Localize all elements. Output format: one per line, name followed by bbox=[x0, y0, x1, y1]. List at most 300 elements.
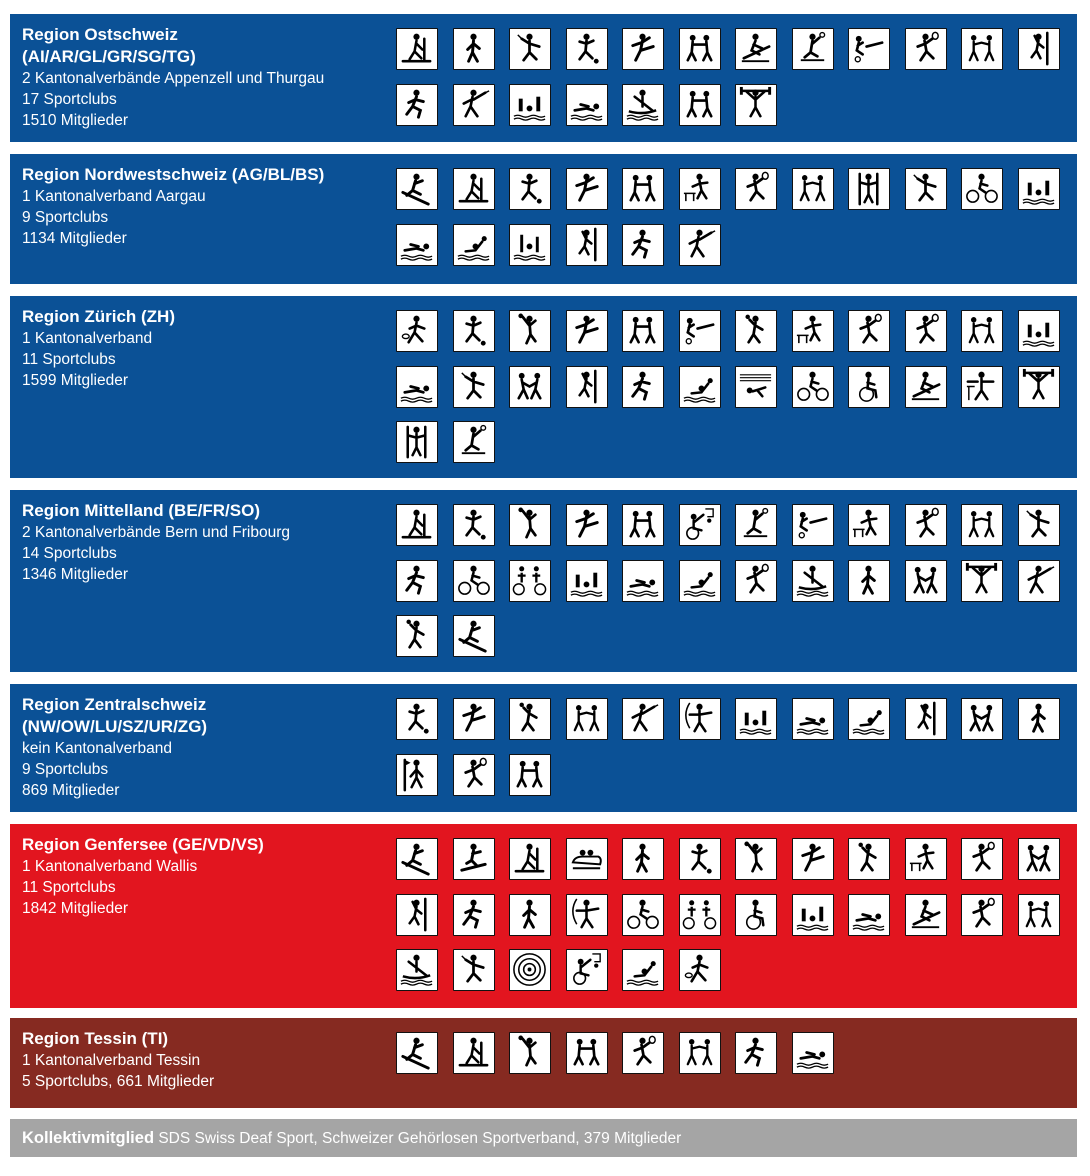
volleyball-beach-icon bbox=[792, 28, 834, 70]
bowling-icon bbox=[848, 28, 890, 70]
table-tennis-icon-glyph bbox=[680, 169, 719, 208]
region-panel-zuerich bbox=[10, 296, 1077, 478]
swimming-icon-glyph bbox=[623, 561, 662, 600]
dancing-icon bbox=[792, 168, 834, 210]
volleyball-beach-icon-glyph bbox=[736, 505, 775, 544]
fencing-icon bbox=[1018, 560, 1060, 602]
cross-country-ski-icon-glyph bbox=[397, 29, 436, 68]
kayak-icon bbox=[396, 949, 438, 991]
swimming-water-icon-glyph bbox=[567, 561, 606, 600]
karate-icon bbox=[566, 168, 608, 210]
tennis-icon bbox=[961, 894, 1003, 936]
curling-icon-glyph bbox=[680, 950, 719, 989]
football-icon bbox=[509, 168, 551, 210]
swimming-icon-glyph bbox=[397, 225, 436, 264]
judo-icon bbox=[622, 168, 664, 210]
cycling-icon bbox=[622, 894, 664, 936]
basketball-icon bbox=[509, 504, 551, 546]
wrestling-icon-glyph bbox=[962, 699, 1001, 738]
climbing-icon bbox=[566, 224, 608, 266]
region-clubs: 9 Sportclubs bbox=[22, 761, 109, 778]
running-icon bbox=[735, 1032, 777, 1074]
tennis-icon-glyph bbox=[736, 561, 775, 600]
swimming-water-icon-glyph bbox=[1019, 169, 1058, 208]
region-members: 1510 Mitglieder bbox=[22, 112, 128, 129]
dancing-icon-glyph bbox=[962, 311, 1001, 350]
cycling-icon-glyph bbox=[793, 367, 832, 406]
wheelchair-basketball-icon-glyph bbox=[567, 950, 606, 989]
gymnastics-icon bbox=[396, 421, 438, 463]
target-icon bbox=[509, 949, 551, 991]
region-associations: kein Kantonalverband bbox=[22, 740, 172, 757]
fencing-icon bbox=[622, 698, 664, 740]
region-panel-nordwestschweiz bbox=[10, 154, 1077, 284]
climbing-icon-glyph bbox=[397, 895, 436, 934]
cycling-icon bbox=[961, 168, 1003, 210]
basketball-icon-glyph bbox=[736, 839, 775, 878]
cycling-icon-glyph bbox=[962, 169, 1001, 208]
football-icon-glyph bbox=[454, 311, 493, 350]
karate-icon bbox=[566, 310, 608, 352]
judo-icon bbox=[622, 504, 664, 546]
kayak-icon bbox=[622, 84, 664, 126]
fencing-icon-glyph bbox=[1019, 561, 1058, 600]
climbing-icon-glyph bbox=[567, 225, 606, 264]
water-polo-icon-glyph bbox=[623, 950, 662, 989]
football-icon-glyph bbox=[454, 505, 493, 544]
dancing-icon bbox=[961, 28, 1003, 70]
karate-icon-glyph bbox=[454, 699, 493, 738]
football-icon-glyph bbox=[510, 169, 549, 208]
running-icon-glyph bbox=[623, 225, 662, 264]
dancing-icon-glyph bbox=[567, 699, 606, 738]
handball-icon-glyph bbox=[510, 699, 549, 738]
fencing-icon-glyph bbox=[454, 85, 493, 124]
cycling-icon-glyph bbox=[623, 895, 662, 934]
golf-icon bbox=[396, 754, 438, 796]
athletics-walk-icon-glyph bbox=[454, 29, 493, 68]
badminton-icon bbox=[509, 28, 551, 70]
region-info bbox=[22, 834, 377, 919]
swimming-icon-glyph bbox=[793, 1033, 832, 1072]
dancing-icon-glyph bbox=[793, 169, 832, 208]
region-name: Region Zürich (ZH) bbox=[22, 307, 175, 326]
handball-icon bbox=[396, 615, 438, 657]
running-icon-glyph bbox=[736, 1033, 775, 1072]
weightlifting-icon bbox=[1018, 366, 1060, 408]
tennis-icon bbox=[735, 560, 777, 602]
wheelchair-basketball-icon bbox=[679, 504, 721, 546]
athletics-walk-icon bbox=[622, 838, 664, 880]
region-info bbox=[22, 500, 377, 585]
handball-icon-glyph bbox=[397, 616, 436, 655]
dancing-icon bbox=[1018, 894, 1060, 936]
region-associations: 1 Kantonalverband Wallis bbox=[22, 858, 198, 875]
athletics-walk-icon bbox=[453, 28, 495, 70]
tennis-icon-glyph bbox=[623, 1033, 662, 1072]
bowling-icon-glyph bbox=[793, 505, 832, 544]
bobsleigh-icon-glyph bbox=[567, 839, 606, 878]
region-clubs: 17 Sportclubs bbox=[22, 91, 117, 108]
tennis-icon bbox=[453, 754, 495, 796]
diving-icon-glyph bbox=[736, 367, 775, 406]
rowing-icon-glyph bbox=[906, 367, 945, 406]
region-associations: 1 Kantonalverband Tessin bbox=[22, 1052, 201, 1069]
running-icon-glyph bbox=[397, 85, 436, 124]
football-icon bbox=[396, 698, 438, 740]
karate-icon-glyph bbox=[623, 29, 662, 68]
running-icon bbox=[622, 224, 664, 266]
tennis-icon bbox=[735, 168, 777, 210]
region-name-codes: (AI/AR/GL/GR/SG/TG) bbox=[22, 47, 196, 66]
region-info bbox=[22, 306, 377, 391]
water-polo-icon-glyph bbox=[454, 225, 493, 264]
tennis-icon bbox=[905, 28, 947, 70]
cross-country-ski-icon bbox=[396, 28, 438, 70]
rowing-icon bbox=[735, 28, 777, 70]
basketball-icon bbox=[735, 838, 777, 880]
collective-member-label: Kollektivmitglied bbox=[22, 1129, 155, 1147]
bobsleigh-icon bbox=[566, 838, 608, 880]
cycling-team-icon-glyph bbox=[510, 561, 549, 600]
swimming-water-icon bbox=[735, 698, 777, 740]
archery-icon-glyph bbox=[680, 699, 719, 738]
water-polo-icon-glyph bbox=[849, 699, 888, 738]
judo-icon-glyph bbox=[680, 85, 719, 124]
basketball-icon-glyph bbox=[510, 1033, 549, 1072]
weightlifting-icon-glyph bbox=[962, 561, 1001, 600]
football-icon bbox=[453, 310, 495, 352]
bowling-icon-glyph bbox=[849, 29, 888, 68]
athletics-walk-icon bbox=[509, 894, 551, 936]
cycling-team-icon bbox=[679, 894, 721, 936]
region-members: 1346 Mitglieder bbox=[22, 566, 128, 583]
region-name: Region Mittelland (BE/FR/SO) bbox=[22, 501, 260, 520]
cross-country-ski-icon bbox=[509, 838, 551, 880]
tennis-icon bbox=[905, 310, 947, 352]
running-icon bbox=[453, 894, 495, 936]
basketball-icon bbox=[509, 310, 551, 352]
region-clubs-members: 5 Sportclubs, 661 Mitglieder bbox=[22, 1073, 215, 1090]
football-icon bbox=[679, 838, 721, 880]
weightlifting-icon-glyph bbox=[736, 85, 775, 124]
water-polo-icon bbox=[622, 949, 664, 991]
golf-icon-glyph bbox=[397, 755, 436, 794]
athletics-walk-icon-glyph bbox=[1019, 699, 1058, 738]
region-panel-ostschweiz bbox=[10, 14, 1077, 142]
tennis-icon-glyph bbox=[906, 29, 945, 68]
running-icon-glyph bbox=[397, 561, 436, 600]
swimming-water-icon bbox=[1018, 168, 1060, 210]
tennis-icon-glyph bbox=[849, 311, 888, 350]
tennis-icon bbox=[622, 1032, 664, 1074]
swimming-water-icon bbox=[1018, 310, 1060, 352]
swimming-water-icon-glyph bbox=[736, 699, 775, 738]
badminton-icon bbox=[905, 168, 947, 210]
collective-member-bar bbox=[10, 1119, 1077, 1157]
region-info bbox=[22, 24, 377, 131]
archery-icon-glyph bbox=[567, 895, 606, 934]
region-clubs: 14 Sportclubs bbox=[22, 545, 117, 562]
wheelchair-basketball-icon bbox=[566, 949, 608, 991]
swimming-icon-glyph bbox=[567, 85, 606, 124]
archery-icon bbox=[679, 698, 721, 740]
wheelchair-icon-glyph bbox=[736, 895, 775, 934]
fencing-icon bbox=[679, 224, 721, 266]
region-clubs: 11 Sportclubs bbox=[22, 879, 116, 896]
volleyball-beach-icon bbox=[735, 504, 777, 546]
swimming-icon bbox=[396, 366, 438, 408]
table-tennis-icon bbox=[848, 504, 890, 546]
swimming-water-icon bbox=[566, 560, 608, 602]
volleyball-beach-icon-glyph bbox=[454, 422, 493, 461]
snowboard-icon bbox=[453, 838, 495, 880]
region-associations: 2 Kantonalverbände Bern und Fribourg bbox=[22, 524, 290, 541]
snowboard-icon-glyph bbox=[454, 839, 493, 878]
swimming-icon bbox=[622, 560, 664, 602]
swimming-icon bbox=[566, 84, 608, 126]
tennis-icon-glyph bbox=[454, 755, 493, 794]
handball-icon bbox=[509, 698, 551, 740]
dancing-icon-glyph bbox=[962, 29, 1001, 68]
cycling-icon-glyph bbox=[454, 561, 493, 600]
bowling-icon-glyph bbox=[680, 311, 719, 350]
ski-alpine-icon-glyph bbox=[397, 1033, 436, 1072]
wrestling-icon bbox=[961, 698, 1003, 740]
athletics-walk-icon-glyph bbox=[849, 561, 888, 600]
archery-icon bbox=[566, 894, 608, 936]
wheelchair-basketball-icon-glyph bbox=[680, 505, 719, 544]
badminton-icon bbox=[453, 366, 495, 408]
swimming-water-icon-glyph bbox=[793, 895, 832, 934]
dancing-icon-glyph bbox=[962, 505, 1001, 544]
cycling-icon bbox=[453, 560, 495, 602]
climbing-icon-glyph bbox=[1019, 29, 1058, 68]
curling-icon bbox=[679, 949, 721, 991]
athletics-walk-icon bbox=[1018, 698, 1060, 740]
ski-alpine-icon bbox=[453, 615, 495, 657]
karate-icon-glyph bbox=[793, 839, 832, 878]
cross-country-ski-icon-glyph bbox=[397, 505, 436, 544]
karate-icon-glyph bbox=[567, 169, 606, 208]
cross-country-ski-icon-glyph bbox=[454, 1033, 493, 1072]
climbing-icon bbox=[1018, 28, 1060, 70]
karate-icon bbox=[792, 838, 834, 880]
swimming-water-icon-glyph bbox=[1019, 311, 1058, 350]
ski-alpine-icon-glyph bbox=[397, 839, 436, 878]
region-name: Region Tessin (TI) bbox=[22, 1029, 169, 1048]
water-polo-icon bbox=[453, 224, 495, 266]
ski-alpine-icon bbox=[396, 838, 438, 880]
region-clubs: 9 Sportclubs bbox=[22, 209, 109, 226]
table-tennis-icon-glyph bbox=[793, 311, 832, 350]
basketball-icon bbox=[509, 1032, 551, 1074]
handball-icon bbox=[735, 310, 777, 352]
rowing-icon bbox=[905, 366, 947, 408]
tennis-icon bbox=[905, 504, 947, 546]
climbing-icon bbox=[905, 698, 947, 740]
fencing-icon-glyph bbox=[680, 225, 719, 264]
region-clubs: 11 Sportclubs bbox=[22, 351, 116, 368]
badminton-icon-glyph bbox=[454, 950, 493, 989]
region-panel-genfersee bbox=[10, 824, 1077, 1008]
shooting-icon bbox=[961, 366, 1003, 408]
football-icon bbox=[453, 504, 495, 546]
handball-icon bbox=[848, 838, 890, 880]
synchronized-swim-icon bbox=[509, 224, 551, 266]
dancing-icon-glyph bbox=[680, 1033, 719, 1072]
weightlifting-icon bbox=[961, 560, 1003, 602]
running-icon bbox=[396, 84, 438, 126]
tennis-icon-glyph bbox=[962, 895, 1001, 934]
judo-icon bbox=[622, 310, 664, 352]
cross-country-ski-icon-glyph bbox=[510, 839, 549, 878]
karate-icon bbox=[453, 698, 495, 740]
ski-alpine-icon bbox=[396, 168, 438, 210]
fencing-icon-glyph bbox=[623, 699, 662, 738]
water-polo-icon-glyph bbox=[680, 561, 719, 600]
region-members: 1134 Mitglieder bbox=[22, 230, 127, 247]
dancing-icon bbox=[679, 1032, 721, 1074]
tennis-icon bbox=[848, 310, 890, 352]
karate-icon-glyph bbox=[567, 505, 606, 544]
dancing-icon bbox=[961, 310, 1003, 352]
athletics-walk-icon-glyph bbox=[510, 895, 549, 934]
dancing-icon bbox=[566, 698, 608, 740]
region-members: 1842 Mitglieder bbox=[22, 900, 128, 917]
tennis-icon-glyph bbox=[906, 505, 945, 544]
running-icon bbox=[396, 560, 438, 602]
judo-icon-glyph bbox=[623, 169, 662, 208]
climbing-icon bbox=[566, 366, 608, 408]
table-tennis-icon bbox=[679, 168, 721, 210]
volleyball-beach-icon bbox=[453, 421, 495, 463]
wrestling-icon bbox=[905, 560, 947, 602]
water-polo-icon bbox=[679, 366, 721, 408]
cross-country-ski-icon bbox=[453, 168, 495, 210]
judo-icon-glyph bbox=[510, 755, 549, 794]
karate-icon bbox=[566, 504, 608, 546]
football-icon-glyph bbox=[567, 29, 606, 68]
wrestling-icon bbox=[1018, 838, 1060, 880]
curling-icon bbox=[396, 310, 438, 352]
athletics-walk-icon bbox=[848, 560, 890, 602]
wrestling-icon-glyph bbox=[1019, 839, 1058, 878]
tennis-icon-glyph bbox=[906, 311, 945, 350]
judo-icon bbox=[679, 28, 721, 70]
wheelchair-icon-glyph bbox=[849, 367, 888, 406]
table-tennis-icon bbox=[792, 310, 834, 352]
tennis-icon-glyph bbox=[736, 169, 775, 208]
swimming-water-icon bbox=[792, 894, 834, 936]
swimming-icon bbox=[792, 698, 834, 740]
shooting-icon-glyph bbox=[962, 367, 1001, 406]
rowing-icon-glyph bbox=[736, 29, 775, 68]
badminton-icon-glyph bbox=[454, 367, 493, 406]
table-tennis-icon-glyph bbox=[849, 505, 888, 544]
basketball-icon-glyph bbox=[510, 311, 549, 350]
weightlifting-icon bbox=[735, 84, 777, 126]
rowing-icon-glyph bbox=[906, 895, 945, 934]
water-polo-icon bbox=[848, 698, 890, 740]
football-icon-glyph bbox=[397, 699, 436, 738]
swimming-icon-glyph bbox=[849, 895, 888, 934]
cycling-icon bbox=[792, 366, 834, 408]
judo-icon-glyph bbox=[567, 1033, 606, 1072]
badminton-icon bbox=[453, 949, 495, 991]
swimming-icon-glyph bbox=[793, 699, 832, 738]
weightlifting-icon-glyph bbox=[1019, 367, 1058, 406]
table-tennis-icon bbox=[905, 838, 947, 880]
ski-alpine-icon-glyph bbox=[397, 169, 436, 208]
badminton-icon-glyph bbox=[1019, 505, 1058, 544]
cycling-team-icon-glyph bbox=[680, 895, 719, 934]
swimming-icon bbox=[792, 1032, 834, 1074]
region-associations: 1 Kantonalverband Aargau bbox=[22, 188, 206, 205]
swimming-icon-glyph bbox=[397, 367, 436, 406]
badminton-icon-glyph bbox=[906, 169, 945, 208]
region-name-codes: (NW/OW/LU/SZ/UR/ZG) bbox=[22, 717, 208, 736]
region-associations: 2 Kantonalverbände Appenzell und Thurgau bbox=[22, 70, 325, 87]
tennis-icon-glyph bbox=[962, 839, 1001, 878]
karate-icon-glyph bbox=[567, 311, 606, 350]
judo-icon-glyph bbox=[623, 311, 662, 350]
region-panel-zentralschweiz bbox=[10, 684, 1077, 812]
tennis-icon bbox=[961, 838, 1003, 880]
swimming-water-icon bbox=[509, 84, 551, 126]
karate-icon bbox=[622, 28, 664, 70]
climbing-icon-glyph bbox=[567, 367, 606, 406]
fencing-icon bbox=[453, 84, 495, 126]
swimming-icon bbox=[848, 894, 890, 936]
wrestling-icon bbox=[509, 366, 551, 408]
region-info bbox=[22, 164, 377, 249]
wheelchair-icon bbox=[848, 366, 890, 408]
region-info bbox=[22, 1028, 377, 1092]
gymnastics-icon-glyph bbox=[849, 169, 888, 208]
diving-icon bbox=[735, 366, 777, 408]
judo-icon bbox=[679, 84, 721, 126]
cross-country-ski-icon-glyph bbox=[454, 169, 493, 208]
kayak-icon-glyph bbox=[793, 561, 832, 600]
wheelchair-icon bbox=[735, 894, 777, 936]
kayak-icon-glyph bbox=[397, 950, 436, 989]
kayak-icon bbox=[792, 560, 834, 602]
swimming-icon bbox=[396, 224, 438, 266]
table-tennis-icon-glyph bbox=[906, 839, 945, 878]
water-polo-icon bbox=[679, 560, 721, 602]
running-icon bbox=[622, 366, 664, 408]
handball-icon-glyph bbox=[849, 839, 888, 878]
region-info bbox=[22, 694, 377, 801]
gymnastics-icon-glyph bbox=[397, 422, 436, 461]
dancing-icon bbox=[961, 504, 1003, 546]
region-associations: 1 Kantonalverband bbox=[22, 330, 153, 347]
target-icon-glyph bbox=[510, 950, 549, 989]
cycling-team-icon bbox=[509, 560, 551, 602]
region-panel-tessin bbox=[10, 1018, 1077, 1108]
badminton-icon-glyph bbox=[510, 29, 549, 68]
region-name: Region Ostschweiz bbox=[22, 25, 178, 44]
judo-icon bbox=[509, 754, 551, 796]
badminton-icon bbox=[1018, 504, 1060, 546]
judo-icon bbox=[566, 1032, 608, 1074]
collective-member-text: SDS Swiss Deaf Sport, Schweizer Gehörlosen Sportverband, 379 Mitglieder bbox=[154, 1130, 682, 1147]
region-members: 1599 Mitglieder bbox=[22, 372, 128, 389]
handball-icon-glyph bbox=[736, 311, 775, 350]
synchronized-swim-icon-glyph bbox=[510, 225, 549, 264]
climbing-icon-glyph bbox=[906, 699, 945, 738]
